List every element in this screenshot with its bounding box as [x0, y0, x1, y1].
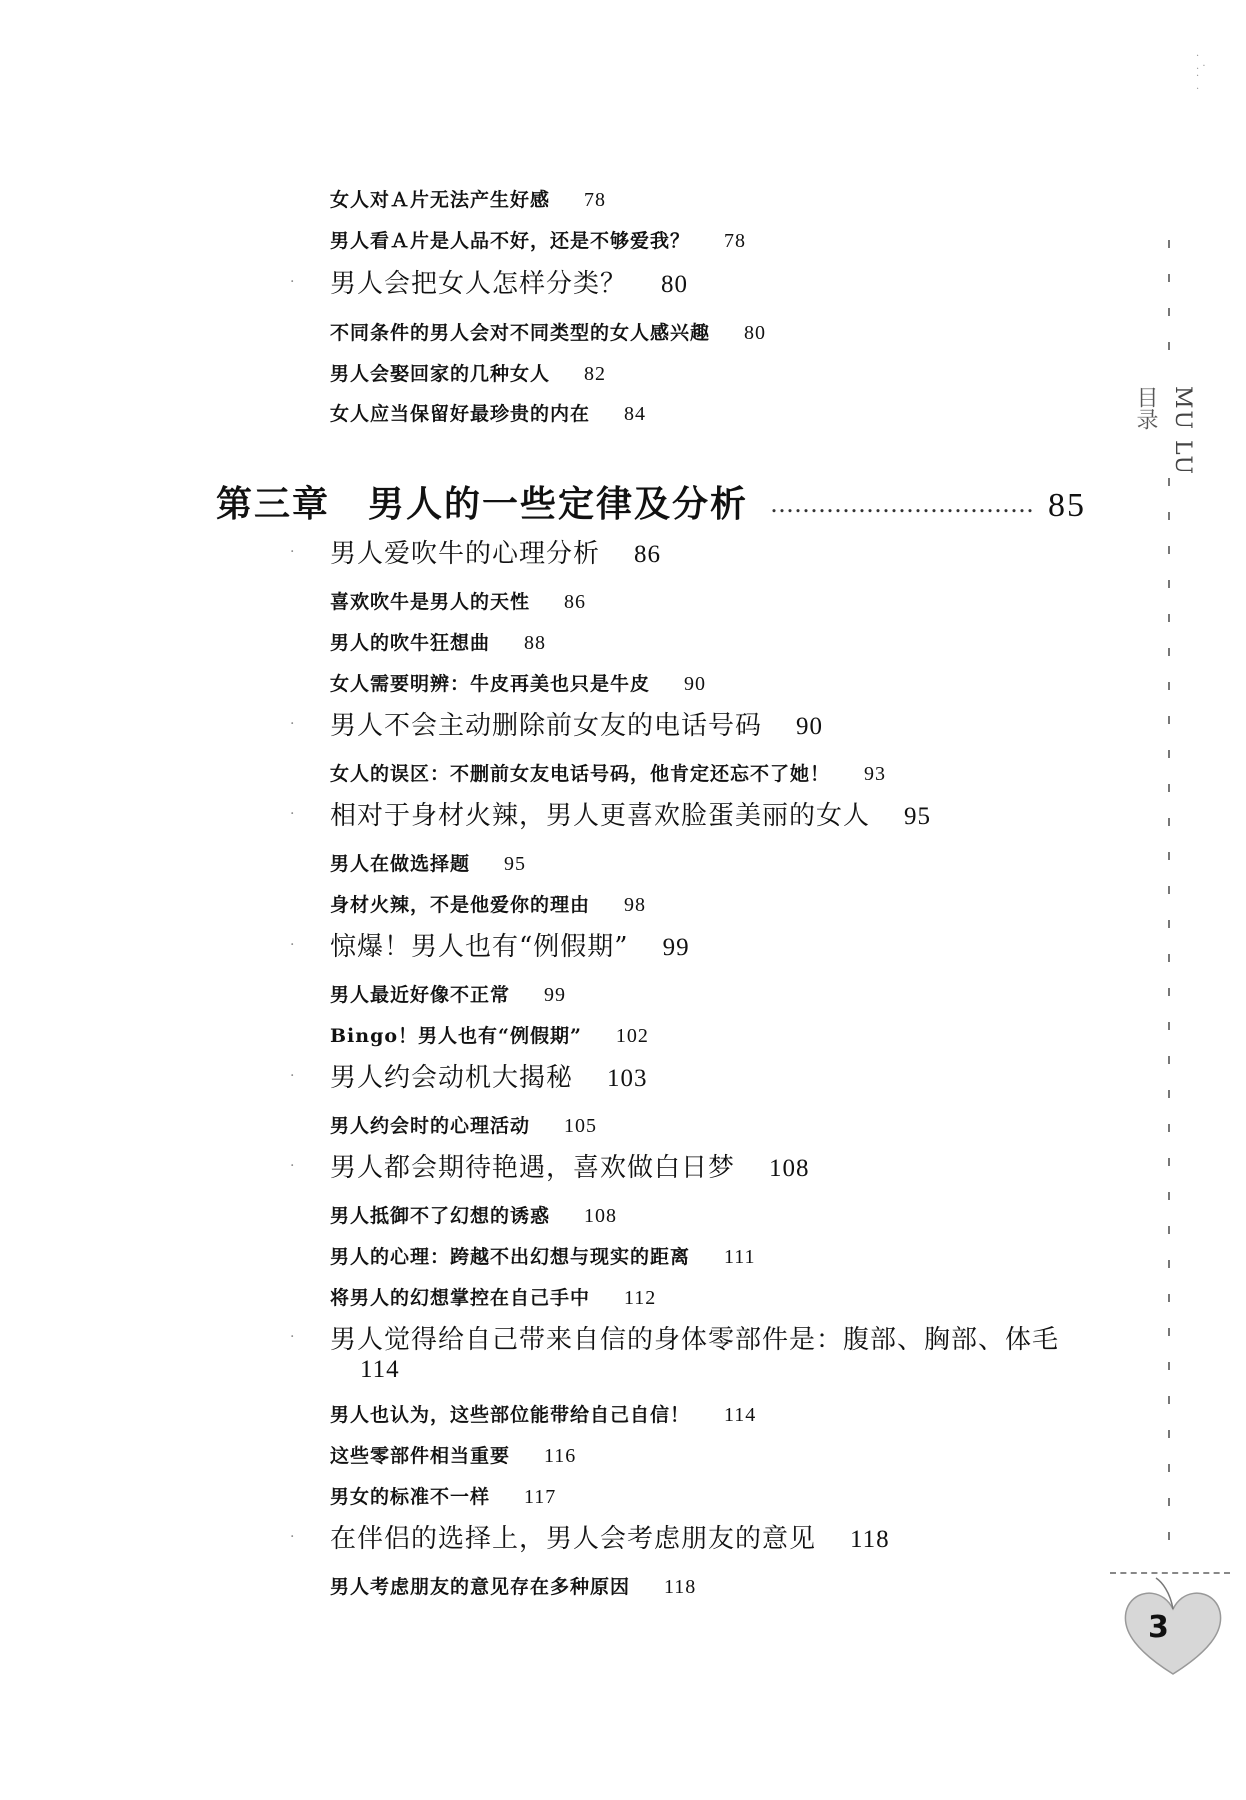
toc-page-number: 78 — [724, 230, 747, 252]
toc-entry-title: 惊爆！男人也有“例假期” — [330, 932, 629, 962]
toc-section-entry[interactable] — [290, 1524, 890, 1555]
margin-dash-mark — [1168, 886, 1170, 894]
toc-entry-title: 男人看Ａ片是人品不好，还是不够爱我？ — [330, 230, 691, 252]
chapter-title: 第三章 男人的一些定律及分析 — [216, 483, 749, 525]
toc-section-entry[interactable] — [290, 801, 932, 832]
toc-page-number: 116 — [544, 1445, 577, 1467]
toc-page-number: 98 — [624, 894, 647, 916]
margin-dash-mark — [1168, 954, 1170, 962]
toc-page-number: 117 — [524, 1486, 557, 1508]
margin-dash-mark — [1168, 546, 1170, 554]
toc-entry-title: 男人考虑朋友的意见存在多种原因 — [330, 1576, 631, 1598]
toc-entry-title: 在伴侣的选择上，男人会考虑朋友的意见 — [330, 1524, 817, 1554]
toc-page-number: 99 — [544, 984, 567, 1006]
bullet-mark-icon: · — [290, 1068, 296, 1084]
toc-subentry[interactable] — [330, 591, 586, 614]
margin-dash-mark — [1168, 784, 1170, 792]
toc-page-number: 118 — [664, 1576, 697, 1598]
toc-page-number: 90 — [684, 673, 707, 695]
bullet-mark-icon: · — [290, 1329, 296, 1345]
margin-dash-mark — [1168, 988, 1170, 996]
toc-entry-title: 男人约会动机大揭秘 — [330, 1063, 574, 1093]
toc-entry-title: 身材火辣，不是他爱你的理由 — [330, 894, 591, 916]
toc-subentry[interactable] — [330, 894, 646, 917]
toc-page-number: 95 — [904, 803, 932, 830]
margin-dash-mark — [1168, 580, 1170, 588]
toc-entry-title: 女人需要明辨：牛皮再美也只是牛皮 — [330, 673, 651, 695]
toc-page-number: 90 — [796, 713, 824, 740]
toc-entry-title: 男人的吹牛狂想曲 — [330, 632, 491, 654]
toc-page-number: 88 — [524, 632, 547, 654]
toc-section-entry[interactable] — [290, 1325, 1060, 1383]
toc-page-number: 114 — [724, 1404, 757, 1426]
toc-page-number: 93 — [864, 763, 887, 785]
margin-dash-mark — [1168, 1294, 1170, 1302]
margin-dash-mark — [1168, 1532, 1170, 1540]
toc-entry-title: 男人都会期待艳遇，喜欢做白日梦 — [330, 1153, 736, 1183]
toc-subentry[interactable] — [330, 1404, 756, 1427]
toc-page-number: 86 — [634, 541, 662, 568]
margin-dash-mark — [1168, 308, 1170, 316]
margin-dash-mark — [1168, 920, 1170, 928]
toc-page-number: 114 — [360, 1355, 400, 1383]
toc-chapter-heading[interactable] — [216, 484, 1086, 525]
margin-dash-mark — [1168, 818, 1170, 826]
margin-dash-mark — [1168, 682, 1170, 690]
toc-entry-title: 男人不会主动删除前女友的电话号码 — [330, 711, 763, 741]
toc-entry-title: 男人最近好像不正常 — [330, 984, 511, 1006]
toc-subentry[interactable] — [330, 322, 766, 345]
toc-subentry[interactable] — [330, 1287, 656, 1310]
page-number: 3 — [1148, 1610, 1169, 1645]
toc-entry-title: 男人约会时的心理活动 — [330, 1115, 531, 1137]
toc-subentry[interactable] — [330, 1445, 576, 1468]
toc-page-number: 108 — [584, 1205, 618, 1227]
toc-entry-title: 男女的标准不一样 — [330, 1486, 491, 1508]
toc-entry-title: Bingo！男人也有“例假期” — [330, 1025, 582, 1047]
toc-subentry[interactable] — [330, 1025, 649, 1048]
toc-entry-title: 喜欢吹牛是男人的天性 — [330, 591, 531, 613]
bullet-mark-icon: · — [290, 716, 296, 732]
margin-dash-mark — [1168, 716, 1170, 724]
toc-page-number: 80 — [744, 322, 767, 344]
margin-dash-mark — [1168, 750, 1170, 758]
toc-page-number: 112 — [624, 1287, 657, 1309]
toc-subentry[interactable] — [330, 403, 646, 426]
toc-subentry[interactable] — [330, 984, 566, 1007]
toc-page-number: 108 — [769, 1155, 810, 1182]
toc-page-number: 105 — [564, 1115, 598, 1137]
toc-page-number: 95 — [504, 853, 527, 875]
toc-entry-title: 男人爱吹牛的心理分析 — [330, 539, 601, 569]
toc-section-entry[interactable] — [290, 932, 690, 963]
margin-dash-mark — [1168, 1362, 1170, 1370]
toc-page-number: 118 — [850, 1526, 890, 1553]
margin-dash-mark — [1168, 1158, 1170, 1166]
margin-dash-mark — [1168, 1396, 1170, 1404]
toc-entry-title: 不同条件的男人会对不同类型的女人感兴趣 — [330, 322, 711, 344]
toc-section-entry[interactable] — [290, 269, 689, 300]
toc-section-entry[interactable] — [290, 539, 662, 570]
margin-dash-mark — [1168, 342, 1170, 350]
margin-dash-mark — [1168, 1022, 1170, 1030]
toc-subentry[interactable] — [330, 763, 886, 786]
margin-label-pinyin: MU LU — [1170, 386, 1195, 477]
scan-specks-decoration: · . · · . — [1196, 51, 1206, 92]
margin-dash-mark — [1168, 614, 1170, 622]
toc-section-entry[interactable] — [290, 1063, 648, 1094]
bullet-mark-icon: · — [290, 1158, 296, 1174]
toc-subentry[interactable] — [330, 632, 546, 655]
bullet-mark-icon: · — [290, 806, 296, 822]
toc-entry-title: 男人会娶回家的几种女人 — [330, 363, 551, 385]
toc-entry-title: 女人应当保留好最珍贵的内在 — [330, 403, 591, 425]
toc-page-number: 80 — [661, 271, 689, 298]
toc-subentry[interactable] — [330, 189, 606, 212]
toc-entry-title: 相对于身材火辣，男人更喜欢脸蛋美丽的女人 — [330, 801, 871, 831]
margin-dash-mark — [1168, 1328, 1170, 1336]
margin-dash-mark — [1168, 1498, 1170, 1506]
margin-dash-mark — [1168, 1090, 1170, 1098]
bullet-mark-icon: · — [290, 544, 296, 560]
heart-leaf-icon — [1118, 1574, 1228, 1684]
toc-subentry[interactable] — [330, 673, 706, 696]
margin-dash-mark — [1168, 1430, 1170, 1438]
bullet-mark-icon: · — [290, 274, 296, 290]
toc-page-number: 103 — [607, 1065, 648, 1092]
toc-entry-title: 男人觉得给自己带来自信的身体零部件是：腹部、胸部、体毛 — [330, 1325, 1060, 1355]
toc-page-number: 82 — [584, 363, 607, 385]
margin-dash-mark — [1168, 1260, 1170, 1268]
chapter-page-number: 85 — [1048, 487, 1087, 524]
margin-dash-mark — [1168, 478, 1170, 486]
margin-dash-mark — [1168, 648, 1170, 656]
margin-label-contents: 目录 — [1133, 386, 1158, 430]
margin-dash-mark — [1168, 1192, 1170, 1200]
toc-entry-title: 男人会把女人怎样分类？ — [330, 269, 628, 299]
dot-leader: …………………………… — [770, 490, 1035, 518]
bullet-mark-icon: · — [290, 937, 296, 953]
toc-entry-title: 男人抵御不了幻想的诱惑 — [330, 1205, 551, 1227]
margin-dash-mark — [1168, 512, 1170, 520]
margin-dash-mark — [1168, 274, 1170, 282]
margin-dash-mark — [1168, 240, 1170, 248]
toc-subentry[interactable] — [330, 1205, 617, 1228]
toc-page-number: 78 — [584, 189, 607, 211]
toc-section-entry[interactable] — [290, 711, 824, 742]
bullet-mark-icon: · — [290, 1529, 296, 1545]
toc-entry-title: 女人的误区：不删前女友电话号码，他肯定还忘不了她！ — [330, 763, 831, 785]
toc-page-number: 102 — [615, 1025, 649, 1047]
toc-section-entry[interactable] — [290, 1153, 810, 1184]
margin-dash-mark — [1168, 1056, 1170, 1064]
toc-entry-title: 将男人的幻想掌控在自己手中 — [330, 1287, 591, 1309]
toc-subentry[interactable] — [330, 363, 606, 386]
margin-dash-mark — [1168, 1464, 1170, 1472]
toc-entry-title: 女人对Ａ片无法产生好感 — [330, 189, 551, 211]
toc-page-number: 99 — [662, 934, 690, 961]
toc-subentry[interactable] — [330, 230, 746, 253]
toc-subentry[interactable] — [330, 1576, 696, 1599]
margin-dash-mark — [1168, 1124, 1170, 1132]
toc-subentry[interactable] — [330, 1486, 556, 1509]
toc-subentry[interactable] — [330, 853, 526, 876]
toc-page-number: 86 — [564, 591, 587, 613]
toc-entry-title: 男人的心理：跨越不出幻想与现实的距离 — [330, 1246, 691, 1268]
toc-entry-title: 这些零部件相当重要 — [330, 1445, 511, 1467]
margin-dash-mark — [1168, 852, 1170, 860]
margin-dash-mark — [1168, 1226, 1170, 1234]
toc-page-number: 84 — [624, 403, 647, 425]
toc-entry-title: 男人也认为，这些部位能带给自己自信！ — [330, 1404, 691, 1426]
toc-subentry[interactable] — [330, 1246, 756, 1269]
toc-subentry[interactable] — [330, 1115, 597, 1138]
toc-page-number: 111 — [724, 1246, 756, 1268]
toc-entry-title: 男人在做选择题 — [330, 853, 471, 875]
